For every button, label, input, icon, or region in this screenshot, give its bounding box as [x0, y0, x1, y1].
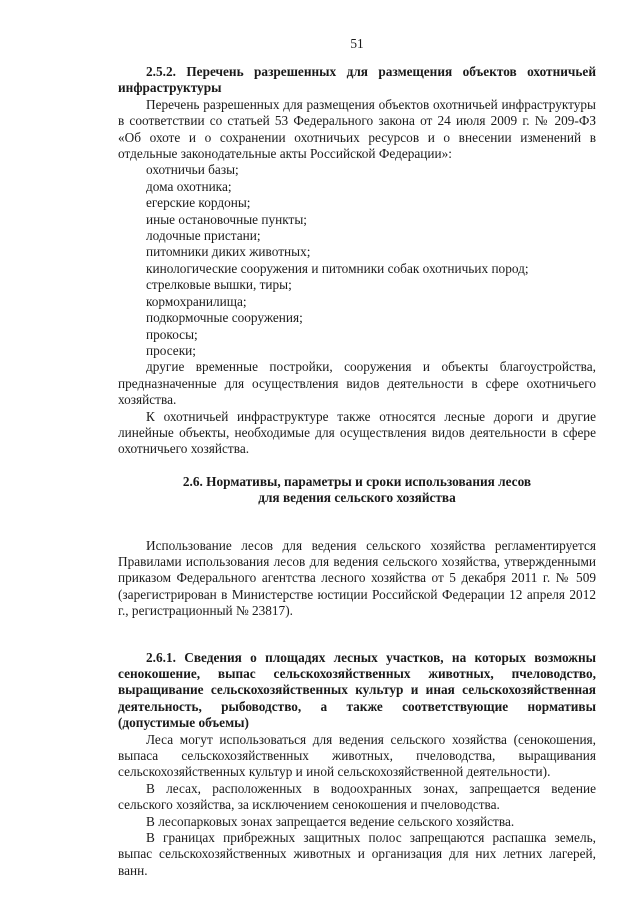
list-item: кинологические сооружения и питомники собак охотничьих пород;	[146, 260, 529, 276]
section-261-paragraph-2: В лесах, расположенных в водоохранных зонах, запрещается ведение сельского хозяйства, за исключением сенокошения и пчеловодства.	[118, 780, 596, 813]
section-252-also: К охотничьей инфраструктуре также относятся лесные дороги и другие линейные объекты, необходимые для осуществления видов деятельности в сфере охотничьего хозяйства.	[118, 408, 596, 457]
infrastructure-list	[118, 162, 596, 359]
list-item: кормохранилища;	[146, 293, 247, 309]
list-item: иные остановочные пункты;	[146, 211, 307, 227]
spacer	[118, 507, 596, 538]
section-26-heading-line2: для ведения сельского хозяйства	[258, 490, 456, 506]
section-252-heading: 2.5.2. Перечень разрешенных для размещения объектов охотничьей инфраструктуры	[118, 64, 596, 96]
spacer	[118, 620, 596, 650]
document-page	[118, 36, 596, 879]
section-261-paragraph-1: Леса могут использоваться для ведения сельского хозяйства (сенокошения, выпаса сельскохозяйственных животных, пчеловодства, выращивания сельскохозяйственных культур и иной сельскохозяйственной деятельности).	[118, 731, 596, 780]
section-252-intro: Перечень разрешенных для размещения объектов охотничьей инфраструктуры в соответствии со статьей 53 Федерального закона от 24 июля 2009 г. № 209-ФЗ «Об охоте и о сохранении охотничьих ресурсов и о внесении изменений в отдельные законодательные акты Российской Федерации»:	[118, 96, 596, 162]
list-item: охотничьи базы;	[146, 162, 239, 178]
list-item: егерские кордоны;	[146, 195, 251, 211]
list-item: прокосы;	[146, 326, 198, 342]
list-item: питомники диких животных;	[146, 244, 311, 260]
section-26-heading-line1: 2.6. Нормативы, параметры и сроки использования лесов	[182, 473, 532, 489]
list-item: подкормочные сооружения;	[146, 310, 303, 326]
list-item: лодочные пристани;	[146, 228, 261, 244]
page-number: 51	[350, 36, 364, 51]
section-252-other: другие временные постройки, сооружения и объекты благоустройства, предназначенные для осуществления видов деятельности в сфере охотничьего хозяйства.	[118, 359, 596, 408]
section-261-heading: 2.6.1. Сведения о площадях лесных участков, на которых возможны сенокошение, выпас сельскохозяйственных животных, пчеловодство, выращивание сельскохозяйственных культур и иная сельскохозяйственная деятельность, рыбоводство, а также соответствующие нормативы (допустимые объемы)	[118, 649, 596, 731]
list-item: стрелковые вышки, тиры;	[146, 277, 292, 293]
section-261-paragraph-4: В границах прибрежных защитных полос запрещаются распашка земель, выпас сельскохозяйственных животных и организация для них летних лагерей, ванн.	[118, 830, 596, 878]
list-item: просеки;	[146, 342, 196, 358]
section-26-paragraph: Использование лесов для ведения сельского хозяйства регламентируется Правилами использования лесов для ведения сельского хозяйства, утвержденными приказом Федерального агентства лесного хозяйства от 5 декабря 2011 г. № 509 (зарегистрирован в Министерстве юстиции Российской Федерации 12 апреля 2012 г., регистрационный № 23817).	[118, 537, 596, 619]
section-26-heading	[118, 474, 596, 507]
list-item: дома охотника;	[146, 178, 232, 194]
section-261-paragraph-3: В лесопарковых зонах запрещается ведение сельского хозяйства.	[146, 813, 515, 829]
